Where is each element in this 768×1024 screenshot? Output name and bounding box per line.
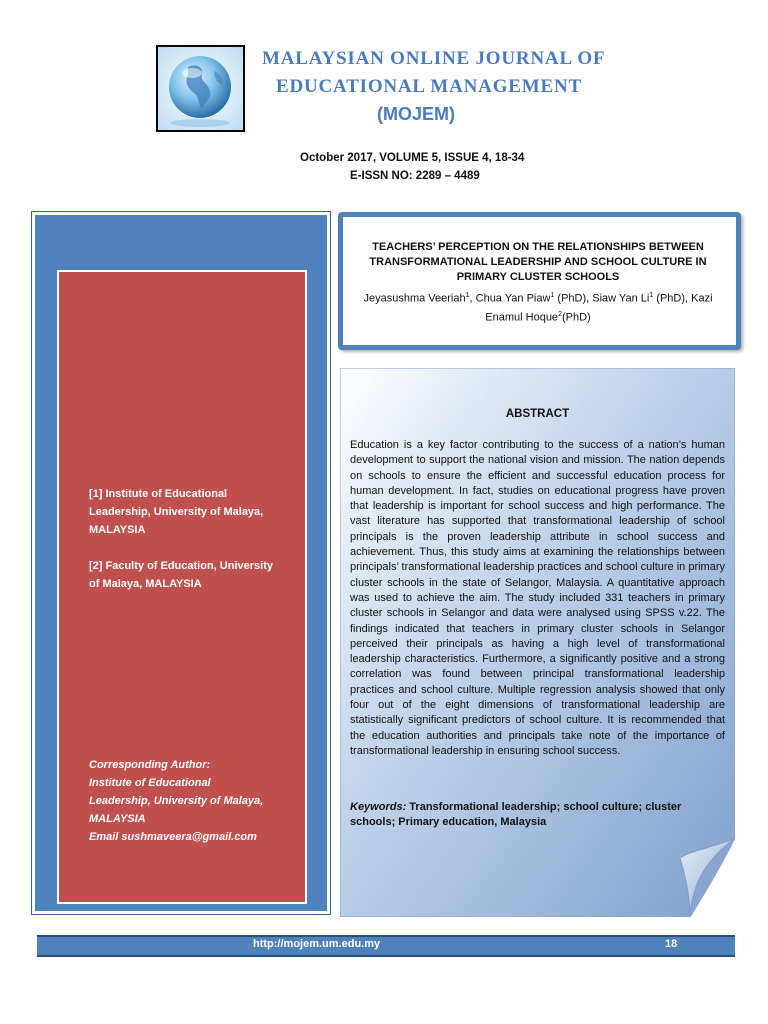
author-3: (PhD), Siaw Yan Li [554,292,650,305]
footer-url-link[interactable]: http://mojem.um.edu.my [253,938,381,950]
author-list [352,288,724,325]
keywords-text: Transformational leadership; school culture; cluster schools; Primary education, Malaysia [350,801,682,829]
abstract-heading: ABSTRACT [505,408,570,420]
page-number: 18 [665,938,678,950]
footer-bar [37,935,735,957]
author-3-affil: 1 [649,292,654,299]
author-2: , Chua Yan Piaw [469,292,551,305]
paper-title: TEACHERS’ PERCEPTION ON THE RELATIONSHIPS BETWEEN TRANSFORMATIONAL LEADERSHIP AND SCHOOL CULTURE IN PRIMARY CLUSTER SCHOOLS [369,241,707,283]
author-1: Jeyasushma Veeriah [363,292,466,305]
keywords [350,800,728,831]
journal-abbreviation: (MOJEM) [377,104,455,124]
corresponding-email: Email sushmaveera@gmail.com [89,831,257,843]
globe-icon [158,47,243,130]
corresponding-author [89,756,289,846]
affiliation-1: [1] Institute of Educational Leadership, University of Malaya, MALAYSIA [89,488,264,536]
issue-info: October 2017, VOLUME 5, ISSUE 4, 18-34 [300,152,525,164]
author-2-affil: 1 [550,292,555,299]
journal-title-line2: EDUCATIONAL MANAGEMENT [276,76,582,97]
affiliation-2: [2] Faculty of Education, University of Malaya, MALAYSIA [89,560,273,590]
corresponding-line2: Leadership, University of Malaya, [89,795,264,807]
author-4-affil: 2 [558,310,562,318]
abstract-body: Education is a key factor contributing to the success of a nation’s human development to support the national vision and mission. The nation depends on schools to ensure the efficient and successful education process for human development. In fact, studies on educational progress have proven that leadership is important for school success and high performance. The vast literature has supported that transformational leadership of school principals is the proven leadership attribute in school success and achievement. Thus, this study aims at examining the relationships between principals’ transformational leadership practices and school culture in primary cluster schools in the state of Selangor, Malaysia. A quantitative approach was used to achieve the aim. The study included 331 teachers in primary cluster schools in Selangor and data were analysed using SPSS v.22. The findings indicated that teachers in primary cluster schools in Selangor perceived their principals as having a high level of transformational leadership characteristics. Furthermore, a significantly positive and a strong correlation was found between principal transformational leadership practices and school culture. Multiple regression analysis showed that only four out of the eight dimensions of transformational leadership are statistically significant predictors of school culture. It is recommended that the education authorities and principals take note of the importance of transformational leadership in ensuring school success. [350,439,725,757]
keywords-label: Keywords: [350,801,407,813]
journal-title-line1: MALAYSIAN ONLINE JOURNAL OF [262,48,606,69]
author-1-affil: 1 [465,292,470,299]
journal-logo [156,45,245,132]
author-4-degree: (PhD) [561,311,591,324]
author-4: (PhD), Kazi Enamul Hoque [485,292,713,324]
eissn-info: E-ISSN NO: 2289 – 4489 [350,170,480,182]
corresponding-line3: MALAYSIA [89,813,146,825]
corresponding-label: Corresponding Author: [89,759,211,771]
corresponding-line1: Institute of Educational [89,777,211,789]
